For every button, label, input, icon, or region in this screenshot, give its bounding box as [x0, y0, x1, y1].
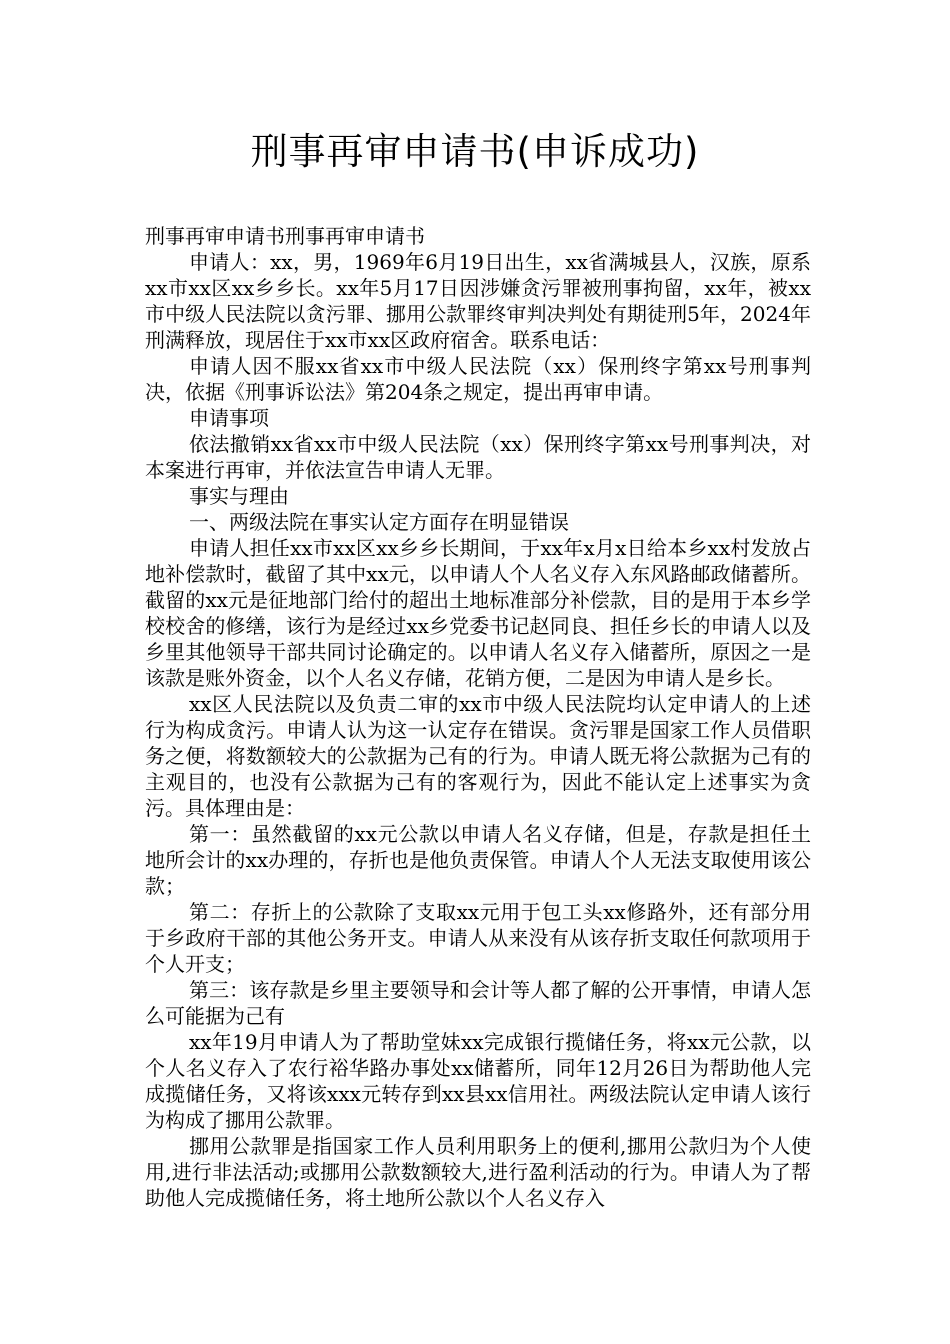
document-title: 刑事再审申请书(申诉成功)	[250, 130, 700, 173]
document-paragraph: 依法撤销xx省xx市中级人民法院（xx）保刑终字第xx号刑事判决，对本案进行再审，并依法宣告申请人无罪。	[145, 432, 811, 482]
document-body	[145, 223, 811, 1211]
document-paragraph: 申请人：xx，男，1969年6月19日出生，xx省满城县人，汉族，原系xx市xx区xx乡乡长。xx年5月17日因涉嫌贪污罪被刑事拘留，xx年，被xx市中级人民法院以贪污罪、挪用公款罪终审判决判处有期徒刑5年，2024年刑满释放，现居住于xx市xx区政府宿舍。联系电话：	[145, 250, 811, 352]
document-paragraph: 申请人担任xx市xx区xx乡乡长期间，于xx年x月x日给本乡xx村发放占地补偿款时，截留了其中xx元，以申请人个人名义存入东风路邮政储蓄所。截留的xx元是征地部门给付的超出土地标准部分补偿款，目的是用于本乡学校校舍的修缮，该行为是经过xx乡党委书记赵同良、担任乡长的申请人以及乡里其他领导干部共同讨论确定的。以申请人名义存入储蓄所，原因之一是该款是账外资金，以个人名义存储，花销方便，二是因为申请人是乡长。	[145, 536, 811, 690]
document-paragraph: 第三：该存款是乡里主要领导和会计等人都了解的公开事情，申请人怎么可能据为己有	[145, 978, 811, 1028]
document-paragraph: 第二：存折上的公款除了支取xx元用于包工头xx修路外，还有部分用于乡政府干部的其他公务开支。申请人从来没有从该存折支取任何款项用于个人开支；	[145, 900, 811, 976]
document-paragraph: 申请事项	[189, 406, 269, 430]
document-paragraph: 第一：虽然截留的xx元公款以申请人名义存储，但是，存款是担任土地所会计的xx办理的，存折也是他负责保管。申请人个人无法支取使用该公款；	[145, 822, 811, 898]
document-paragraph: 申请人因不服xx省xx市中级人民法院（xx）保刑终字第xx号刑事判决，依据《刑事诉讼法》第204条之规定，提出再审申请。	[145, 354, 811, 404]
document-paragraph: xx年19月申请人为了帮助堂妹xx完成银行揽储任务，将xx元公款，以个人名义存入了农行裕华路办事处xx储蓄所，同年12月26日为帮助他人完成揽储任务，又将该xxx元转存到xx县xx信用社。两级法院认定申请人该行为构成了挪用公款罪。	[145, 1030, 811, 1132]
document-paragraph: 一、两级法院在事实认定方面存在明显错误	[189, 510, 569, 534]
document-paragraph: 挪用公款罪是指国家工作人员利用职务上的便利,挪用公款归为个人使用,进行非法活动;或挪用公款数额较大,进行盈利活动的行为。申请人为了帮助他人完成揽储任务，将土地所公款以个人名义存入	[145, 1134, 811, 1210]
document-paragraph: 事实与理由	[189, 484, 289, 508]
document-paragraph: xx区人民法院以及负责二审的xx市中级人民法院均认定申请人的上述行为构成贪污。申请人认为这一认定存在错误。贪污罪是国家工作人员借职务之便，将数额较大的公款据为己有的行为。申请人既无将公款据为己有的主观目的，也没有公款据为己有的客观行为，因此不能认定上述事实为贪污。具体理由是：	[145, 692, 811, 820]
document-paragraph: 刑事再审申请书刑事再审申请书	[145, 224, 425, 248]
